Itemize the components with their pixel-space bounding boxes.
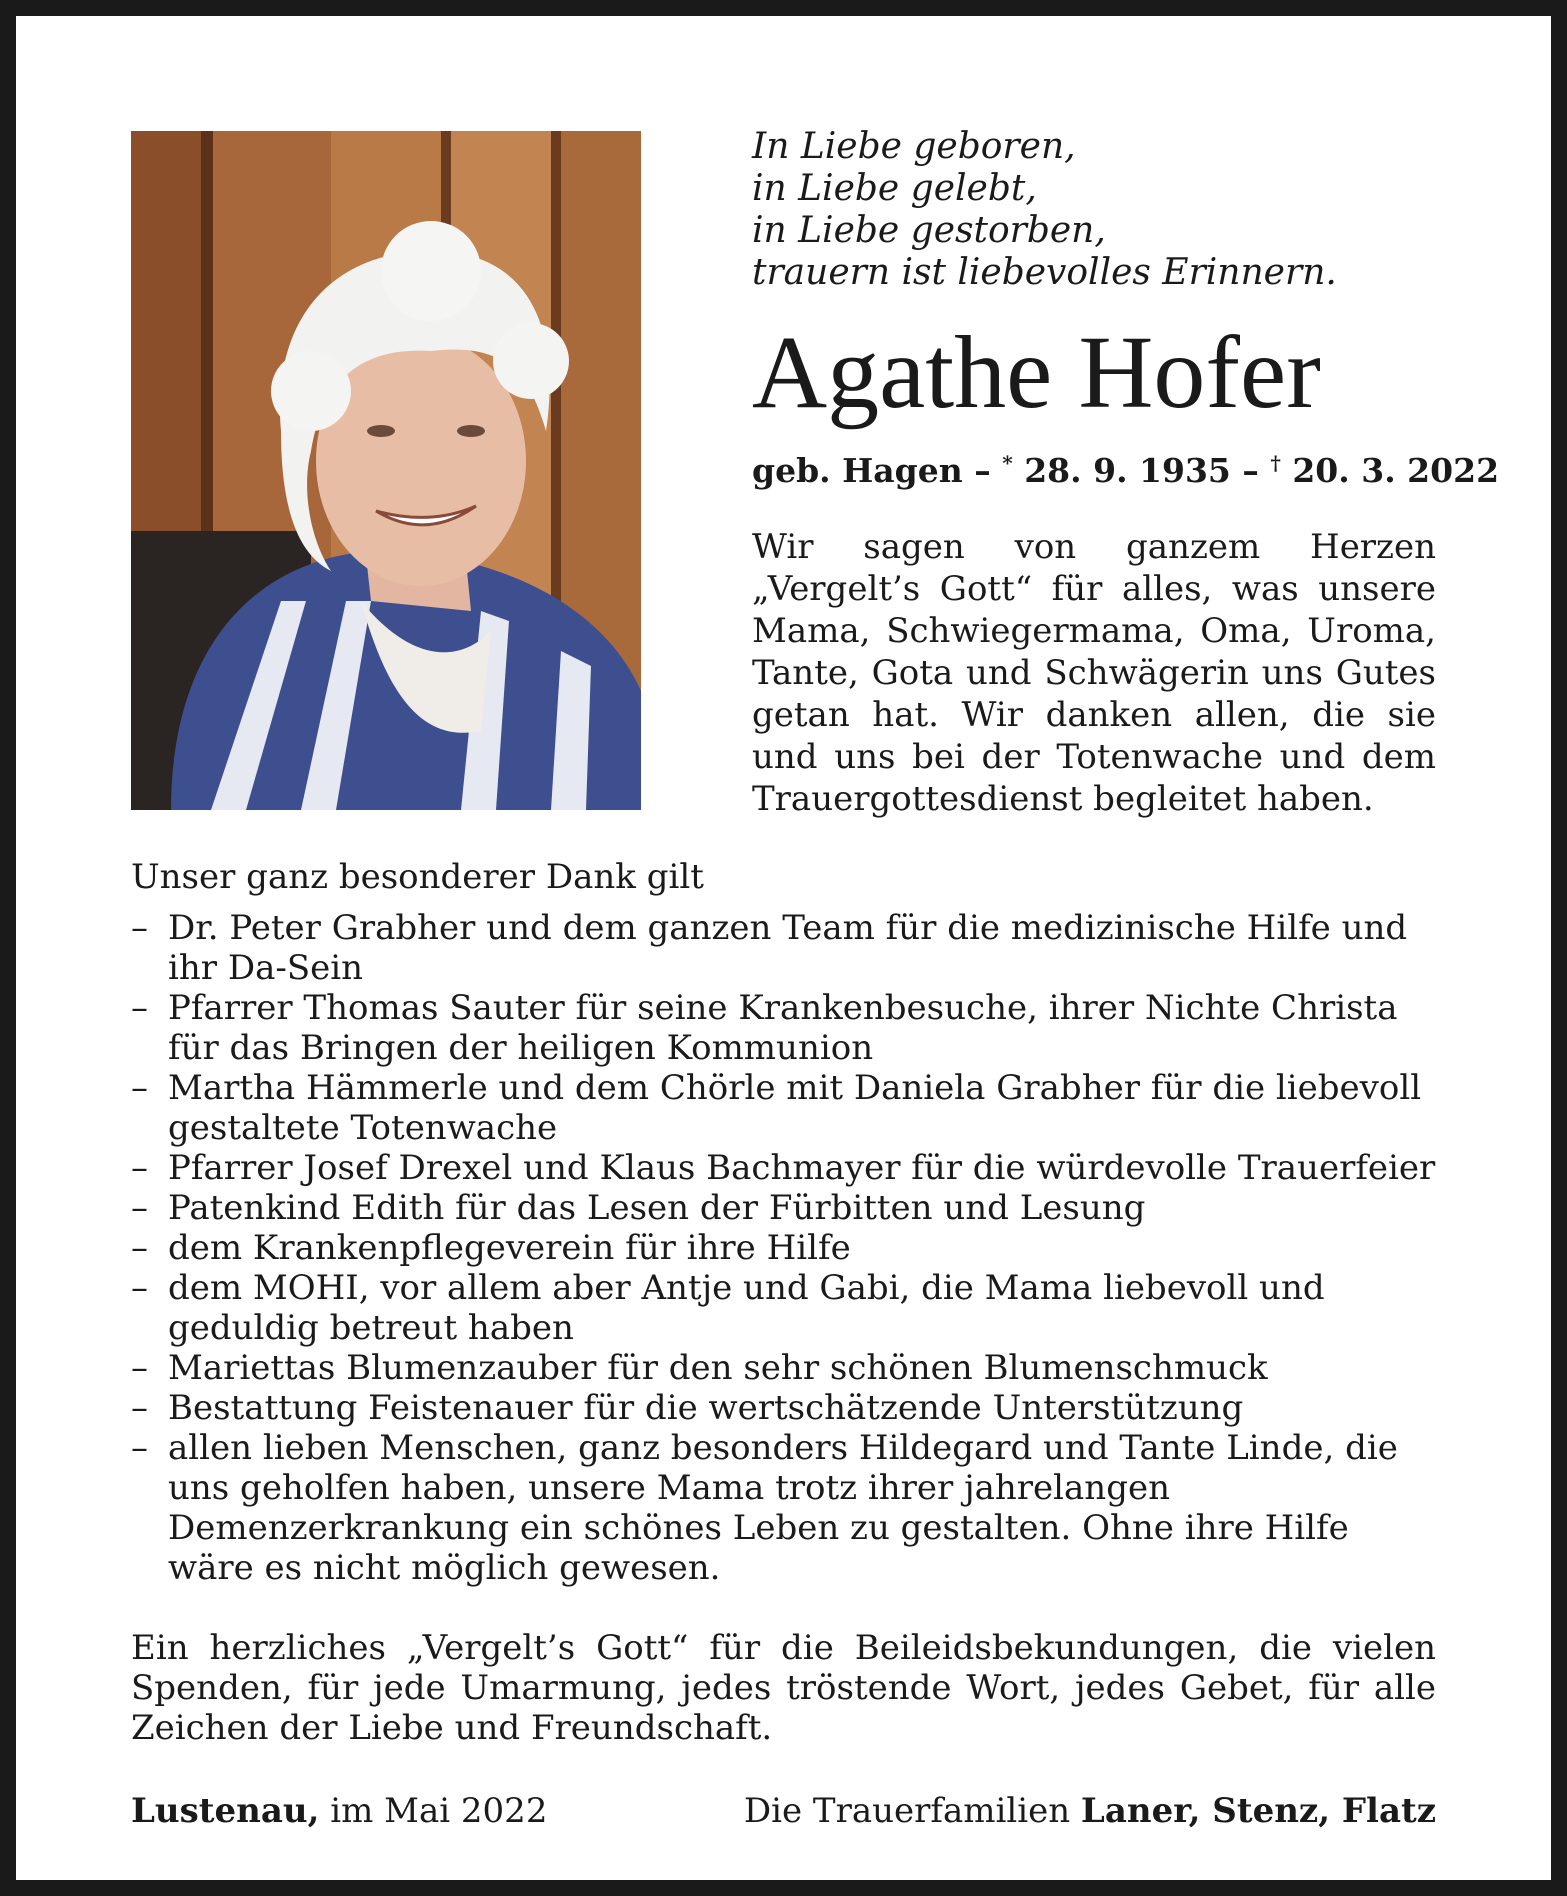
deceased-name: Agathe Hofer xyxy=(752,315,1321,430)
list-item-text: dem MOHI, vor allem aber Antje und Gabi, die Mama liebevoll und geduldig betreut haben xyxy=(168,1268,1325,1348)
life-dates: geb. Hagen – * 28. 9. 1935 – † 20. 3. 2022 xyxy=(752,451,1500,490)
list-dash: – xyxy=(131,1148,148,1188)
died-symbol: † xyxy=(1270,451,1281,475)
list-item xyxy=(131,908,1436,988)
list-item xyxy=(131,1428,1436,1588)
list-item-text: Dr. Peter Grabher und dem ganzen Team für die medizinische Hilfe und ihr Da-Sein xyxy=(168,908,1408,988)
thanks-heading: Unser ganz besonderer Dank gilt xyxy=(131,857,704,897)
family-names: Laner, Stenz, Flatz xyxy=(1080,1791,1436,1831)
list-item xyxy=(131,1068,1436,1148)
portrait-illustration xyxy=(131,131,641,810)
memorial-poem xyxy=(752,126,1337,294)
mourning-families xyxy=(744,1790,1436,1832)
list-dash: – xyxy=(131,988,148,1028)
list-item xyxy=(131,1348,1436,1388)
list-dash: – xyxy=(131,1228,148,1268)
list-item xyxy=(131,1148,1436,1188)
list-item xyxy=(131,1388,1436,1428)
list-dash: – xyxy=(131,908,148,948)
list-item xyxy=(131,1268,1436,1348)
birth-name: geb. Hagen xyxy=(752,451,963,490)
list-item-text: Mariettas Blumenzauber für den sehr schönen Blumenschmuck xyxy=(168,1348,1268,1388)
portrait-photo xyxy=(131,131,641,810)
list-item xyxy=(131,1228,1436,1268)
list-dash: – xyxy=(131,1188,148,1228)
list-dash: – xyxy=(131,1268,148,1308)
list-item xyxy=(131,988,1436,1068)
born-symbol: * xyxy=(1002,451,1013,475)
place: Lustenau, xyxy=(131,1791,320,1831)
list-item-text: allen lieben Menschen, ganz besonders Hildegard und Tante Linde, die uns geholfen haben, unsere Mama trotz ihrer jahrelangen Demenzerkrankung ein schönes Leben zu gestalten. Ohne ihre Hilfe wäre es nicht möglich gewesen. xyxy=(168,1428,1398,1588)
poem-line: In Liebe geboren, xyxy=(752,126,1076,167)
list-item-text: Pfarrer Josef Drexel und Klaus Bachmayer für die würdevolle Trauerfeier xyxy=(168,1148,1436,1188)
list-item-text: Pfarrer Thomas Sauter für seine Krankenbesuche, ihrer Nichte Christa für das Bringen der heiligen Kommunion xyxy=(168,988,1398,1068)
place-and-date xyxy=(131,1790,547,1832)
poem-line: trauern ist liebevolles Erinnern. xyxy=(752,252,1337,293)
thanks-list xyxy=(131,908,1436,1588)
date: im Mai 2022 xyxy=(319,1791,548,1831)
death-date: 20. 3. 2022 xyxy=(1292,451,1500,490)
list-item xyxy=(131,1188,1436,1228)
poem-line: in Liebe gelebt, xyxy=(752,168,1037,209)
list-item-text: Patenkind Edith für das Lesen der Fürbitten und Lesung xyxy=(168,1188,1146,1228)
families-prefix: Die Trauerfamilien xyxy=(743,1791,1081,1831)
list-item-text: Martha Hämmerle und dem Chörle mit Daniela Grabher für die liebevoll gestaltete Totenwache xyxy=(168,1068,1422,1148)
closing-paragraph: Ein herzliches „Vergelt’s Gott“ für die Beileidsbekundungen, die vielen Spenden, für jede Umarmung, jedes tröstende Wort, jedes Gebet, für alle Zeichen der Liebe und Freundschaft. xyxy=(131,1628,1436,1748)
list-dash: – xyxy=(131,1348,148,1388)
list-dash: – xyxy=(131,1428,148,1468)
birth-date: 28. 9. 1935 xyxy=(1024,451,1231,490)
intro-paragraph: Wir sagen von ganzem Herzen „Vergelt’s Gott“ für alles, was unsere Mama, Schwiegermama, Oma, Uroma, Tante, Gota und Schwägerin uns Gutes getan hat. Wir danken allen, die sie und uns bei der Totenwache und dem Trauergottesdienst begleitet haben. xyxy=(752,527,1436,819)
list-dash: – xyxy=(131,1068,148,1108)
list-item-text: dem Krankenpflegeverein für ihre Hilfe xyxy=(168,1228,851,1268)
poem-line: in Liebe gestorben, xyxy=(752,210,1106,251)
list-item-text: Bestattung Feistenauer für die wertschätzende Unterstützung xyxy=(168,1388,1244,1428)
list-dash: – xyxy=(131,1388,148,1428)
